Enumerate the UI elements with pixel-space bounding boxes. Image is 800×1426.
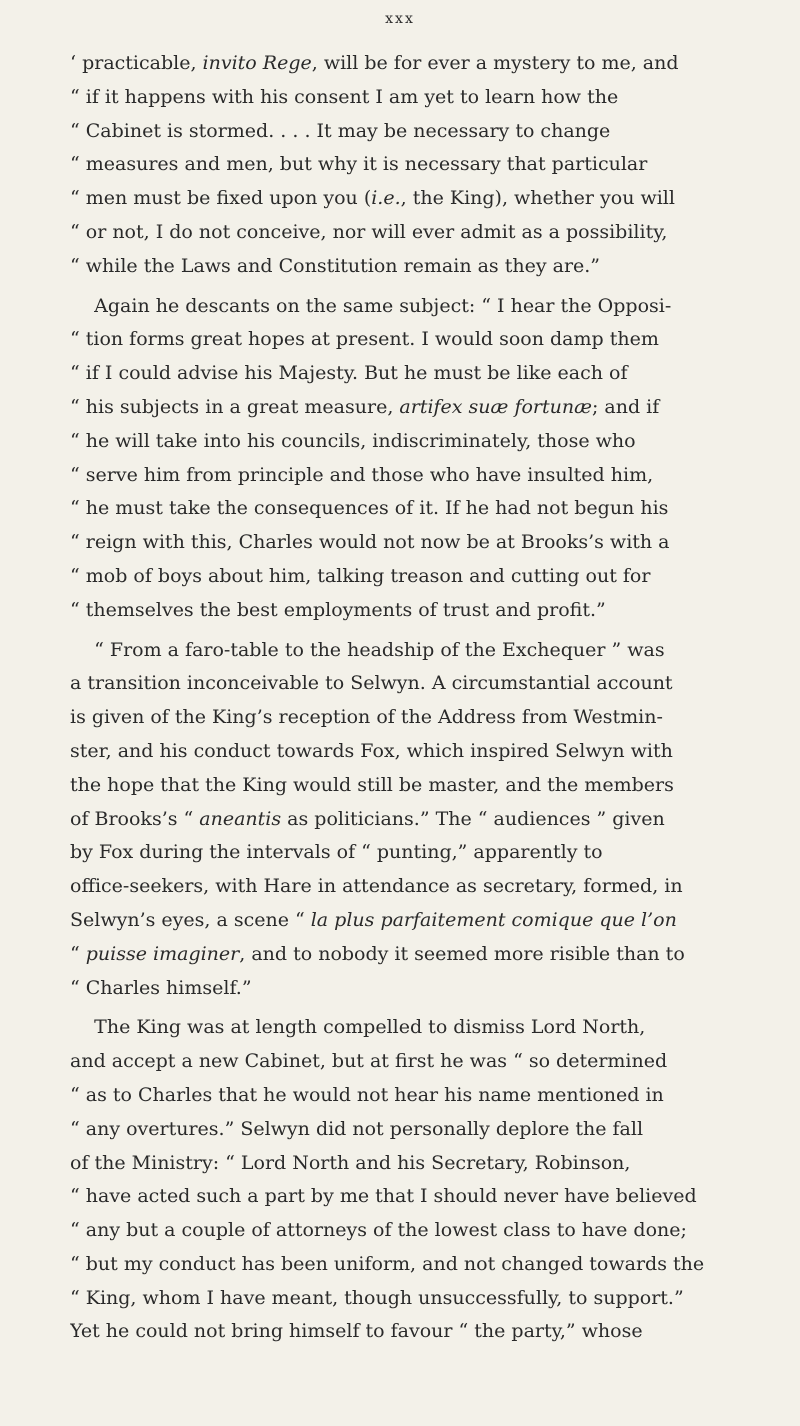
text-line: Again he descants on the same subject: “ I hear the Opposi- [70, 294, 672, 317]
text-line: and accept a new Cabinet, but at first he was “ so determined [70, 1050, 668, 1073]
text-line: “ or not, I do not conceive, nor will ever admit as a possibility, [70, 220, 668, 243]
text-line: “ tion forms great hopes at present. I would soon damp them [70, 328, 659, 351]
text-line: office-seekers, with Hare in attendance as secretary, formed, in [70, 875, 683, 898]
text-line: “ his subjects in a great measure, artifex suæ fortunæ; and if [70, 395, 660, 418]
text-line: “ if I could advise his Majesty. But he must be like each of [70, 362, 628, 385]
text-line: “ reign with this, Charles would not now be at Brooks’s with a [70, 531, 670, 554]
text-line: by Fox during the intervals of “ punting,” apparently to [70, 841, 603, 864]
text-line: “ if it happens with his consent I am yet to learn how the [70, 85, 619, 108]
paragraph [70, 290, 754, 628]
text-line: “ but my conduct has been uniform, and not changed towards the [70, 1252, 705, 1275]
text-line: “ he will take into his councils, indiscriminately, those who [70, 429, 636, 452]
text-line: Yet he could not bring himself to favour “ the party,” whose [70, 1320, 643, 1343]
text-line: ‘ practicable, invito Rege, will be for ever a mystery to me, and [70, 52, 679, 74]
text-line: “ Charles himself.” [70, 976, 252, 999]
text-line: “ have acted such a part by me that I should never have believed [70, 1185, 697, 1208]
text-line: “ while the Laws and Constitution remain as they are.” [70, 254, 601, 277]
text-line: “ mob of boys about him, talking treason and cutting out for [70, 564, 651, 587]
text-line: “ King, whom I have meant, though unsuccessfully, to support.” [70, 1286, 684, 1309]
text-line: “ themselves the best employments of trust and profit.” [70, 598, 606, 621]
text-line: “ puisse imaginer, and to nobody it seemed more risible than to [70, 942, 685, 965]
page-number: xxx [385, 11, 415, 27]
paragraph [70, 47, 754, 284]
text-line: “ measures and men, but why it is necessary that particular [70, 153, 648, 176]
text-line: “ Cabinet is stormed. . . . It may be necessary to change [70, 119, 611, 142]
text-line: of the Ministry: “ Lord North and his Secretary, Robinson, [70, 1151, 631, 1174]
text-line: “ men must be fixed upon you (i.e., the King), whether you will [70, 187, 675, 210]
body-text [70, 47, 754, 1349]
text-line: “ any but a couple of attorneys of the lowest class to have done; [70, 1219, 687, 1242]
text-line: “ From a faro-table to the headship of the Exchequer ” was [70, 638, 665, 661]
text-line: The King was at length compelled to dismiss Lord North, [70, 1016, 646, 1039]
text-line: “ as to Charles that he would not hear his name mentioned in [70, 1083, 664, 1106]
text-line: Selwyn’s eyes, a scene “ la plus parfaitement comique que l’on [70, 908, 677, 931]
text-line: the hope that the King would still be master, and the members [70, 773, 674, 796]
text-line: a transition inconceivable to Selwyn. A circumstantial account [70, 672, 673, 695]
paragraph [70, 1011, 754, 1349]
text-line: of Brooks’s “ aneantis as politicians.” The “ audiences ” given [70, 807, 665, 830]
text-line: is given of the King’s reception of the Address from Westmin- [70, 706, 663, 729]
text-line: “ serve him from principle and those who have insulted him, [70, 463, 654, 486]
text-line: ster, and his conduct towards Fox, which inspired Selwyn with [70, 739, 673, 762]
text-line: “ he must take the consequences of it. If he had not begun his [70, 497, 669, 520]
paragraph [70, 634, 754, 1006]
text-line: “ any overtures.” Selwyn did not personally deplore the fall [70, 1117, 644, 1140]
